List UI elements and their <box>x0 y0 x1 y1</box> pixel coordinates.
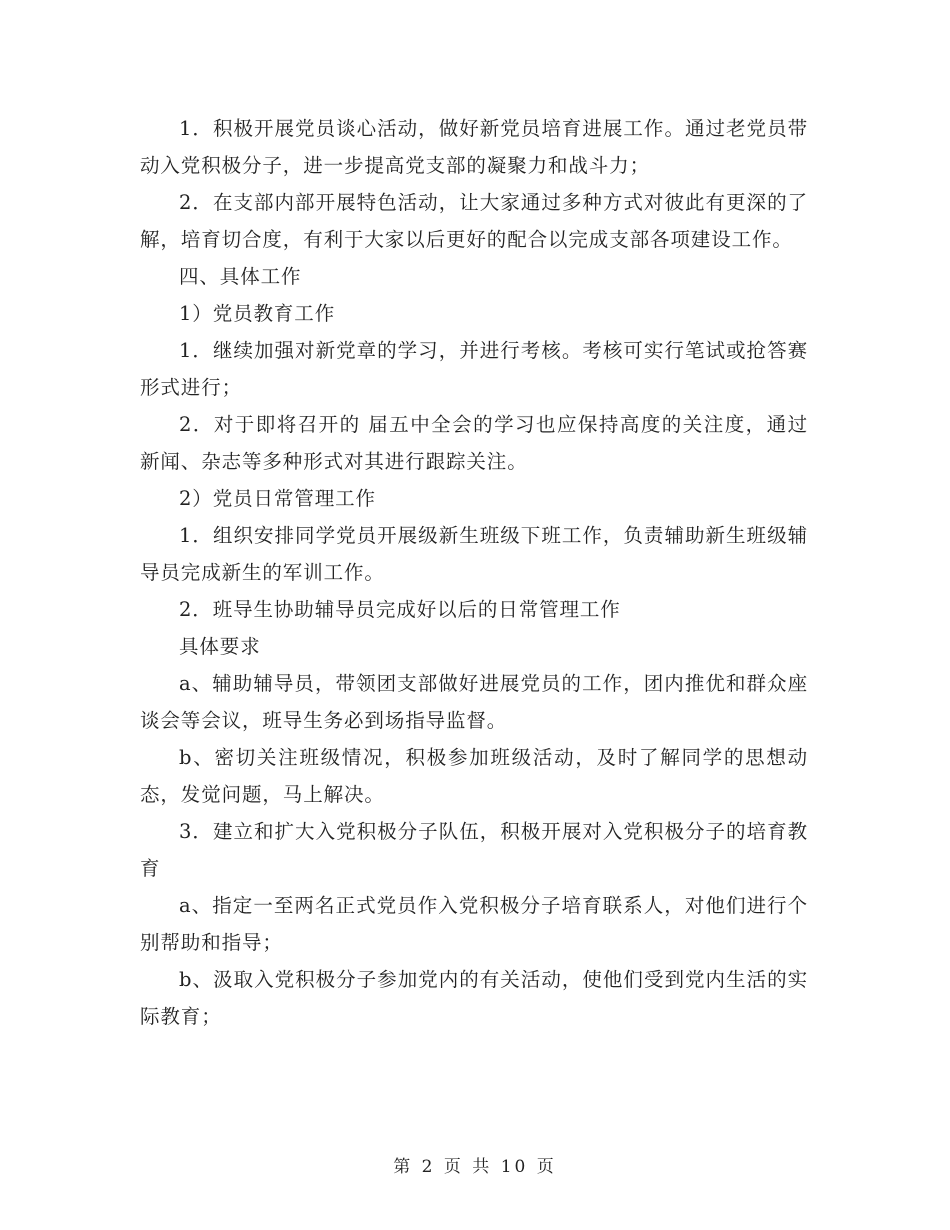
paragraph-party-constitution-study: 1．继续加强对新党章的学习，并进行考核。考核可实行笔试或抢答赛形式进行； <box>140 339 808 399</box>
section-heading-specific-work: 四、具体工作 <box>179 265 302 288</box>
paragraph-requirement-b: b、密切关注班级情况，积极参加班级活动，及时了解同学的思想动态，发觉问题，马上解决。 <box>140 746 808 806</box>
subheading-specific-requirements: 具体要求 <box>179 635 261 658</box>
subheading-party-education: 1）党员教育工作 <box>179 302 336 325</box>
page-number-footer: 第 2 页 共 10 页 <box>393 1157 557 1177</box>
paragraph-talk-activities: 1．积极开展党员谈心活动，做好新党员培育进展工作。通过老党员带动入党积极分子，进一步提高党支部的凝聚力和战斗力； <box>140 117 808 177</box>
paragraph-activist-b: b、汲取入党积极分子参加党内的有关活动，使他们受到党内生活的实际教育； <box>140 968 808 1028</box>
document-body <box>140 110 808 1035</box>
paragraph-class-guide-assist: 2．班导生协助辅导员完成好以后的日常管理工作 <box>179 598 621 621</box>
paragraph-freshman-class-work: 1．组织安排同学党员开展级新生班级下班工作，负责辅助新生班级辅导员完成新生的军训工作。 <box>140 524 808 584</box>
paragraph-plenary-session-study: 2．对于即将召开的 届五中全会的学习也应保持高度的关注度，通过新闻、杂志等多种形式对其进行跟踪关注。 <box>140 413 808 473</box>
paragraph-requirement-a: a、辅助辅导员，带领团支部做好进展党员的工作，团内推优和群众座谈会等会议，班导生务必到场指导监督。 <box>140 672 808 732</box>
paragraph-activist-a: a、指定一至两名正式党员作入党积极分子培育联系人，对他们进行个别帮助和指导； <box>140 894 808 954</box>
subheading-daily-management: 2）党员日常管理工作 <box>179 487 376 510</box>
paragraph-special-activities: 2．在支部内部开展特色活动，让大家通过多种方式对彼此有更深的了解，培育切合度，有利于大家以后更好的配合以完成支部各项建设工作。 <box>140 191 808 251</box>
paragraph-activist-team: 3．建立和扩大入党积极分子队伍，积极开展对入党积极分子的培育教育 <box>140 820 808 880</box>
